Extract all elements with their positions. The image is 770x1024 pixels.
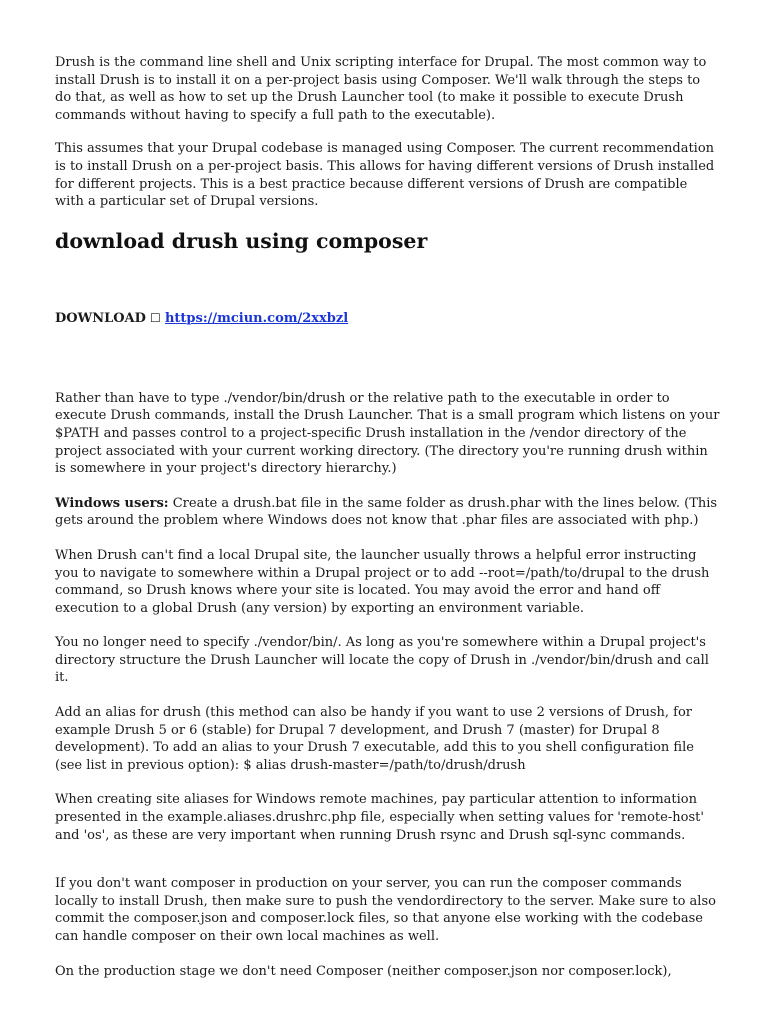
windows-users-label: Windows users:	[55, 495, 169, 511]
body-paragraph-local-site: When Drush can't find a local Drupal site, the launcher usually throws a helpful error instructing you to navigate to somewhere within a Drupal project or to add --root=/path/to/drupal to the drush command, so Drush knows where your site is located. You may avoid the error and hand off execution to a global Drush (any version) by exporting an environment variable.	[55, 547, 710, 616]
download-label: DOWNLOAD	[55, 310, 146, 326]
body-paragraph-alias: Add an alias for drush (this method can also be handy if you want to use 2 versions of Drush, for example Drush 5 or 6 (stable) for Drupal 7 development, and Drush 7 (master) for Drupal 8 development). To add an alias to your Drush 7 executable, add this to you shell configuration file (see list in previous option): $ alias drush-master=/path/to/drush/drush	[55, 705, 694, 773]
body-paragraph-production-stage: On the production stage we don't need Composer (neither composer.json nor composer.lock),	[55, 963, 672, 979]
download-line	[55, 309, 720, 328]
windows-users-text: Create a drush.bat file in the same folder as drush.phar with the lines below. (This gets around the problem where Windows does not know that .phar files are associated with php.)	[55, 495, 718, 529]
body-paragraph-vendor-bin: You no longer need to specify ./vendor/bin/. As long as you're somewhere within a Drupal project's directory structure the Drush Launcher will locate the copy of Drush in ./vendor/bin/drush and call it.	[55, 635, 709, 686]
document-page	[55, 54, 720, 980]
download-link[interactable]: https://mciun.com/2xxbzl	[164, 310, 349, 326]
intro-paragraph-1: Drush is the command line shell and Unix scripting interface for Drupal. The most common way to install Drush is to install it on a per-project basis using Composer. We'll walk through the steps to do that, as well as how to set up the Drush Launcher tool (to make it possible to execute Drush commands without having to specify a full path to the executable).	[55, 55, 707, 123]
body-paragraph-launcher: Rather than have to type ./vendor/bin/drush or the relative path to the executable in order to execute Drush commands, install the Drush Launcher. That is a small program which listens on your $PATH and passes control to a project-specific Drush installation in the /vendor directory of the project associated with your current working directory. (The directory you're running drush within is somewhere in your project's directory hierarchy.)	[55, 390, 720, 477]
body-paragraph-windows	[55, 495, 720, 530]
missing-glyph-icon: ☐	[150, 310, 161, 325]
intro-paragraph-2: This assumes that your Drupal codebase is managed using Composer. The current recommendation is to install Drush on a per-project basis. This allows for having different versions of Drush installed for different projects. This is a best practice because different versions of Drush are compatible with a particular set of Drupal versions.	[55, 141, 715, 210]
body-paragraph-production: If you don't want composer in production on your server, you can run the composer commands locally to install Drush, then make sure to push the vendordirectory to the server. Make sure to also commit the composer.json and composer.lock files, so that anyone else working with the codebase can handle composer on their own local machines as well.	[55, 876, 716, 944]
body-paragraph-windows-remote: When creating site aliases for Windows remote machines, pay particular attention to information presented in the example.aliases.drushrc.php file, especially when setting values for 'remote-host' and 'os', as these are very important when running Drush rsync and Drush sql-sync commands.	[55, 792, 704, 843]
page-heading: download drush using composer	[55, 228, 428, 253]
